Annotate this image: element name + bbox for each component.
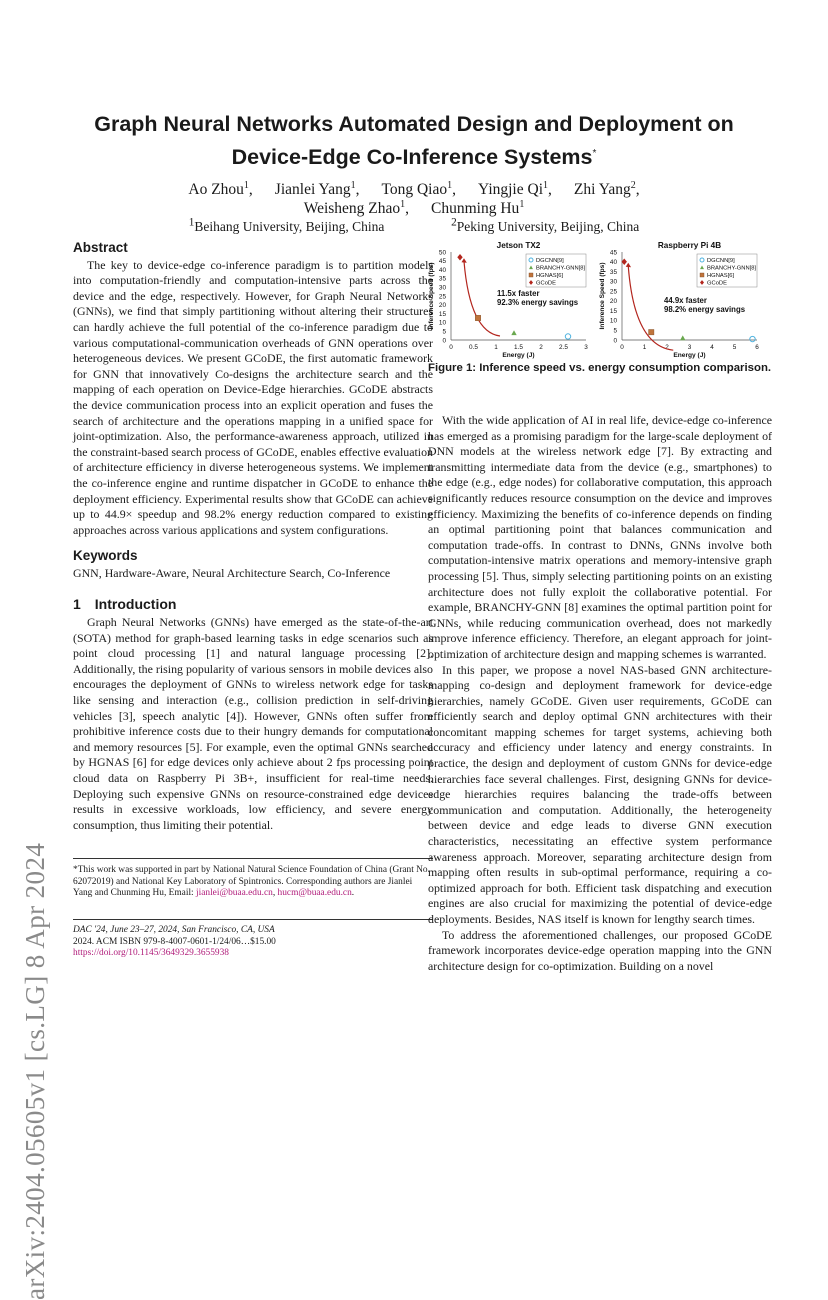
- y-axis-label: Inference Speed (fps): [599, 262, 606, 330]
- author-name: Weisheng Zhao$^1$,: [303, 199, 410, 218]
- data-point-branchygnn: [680, 335, 685, 340]
- affiliation-2: $^2$Peking University, Beijing, China: [451, 216, 640, 234]
- y-tick-label: 45: [438, 258, 446, 266]
- right-column: [428, 413, 772, 974]
- doi-link[interactable]: https://doi.org/10.1145/3649329.3655938: [73, 948, 229, 959]
- intro-paragraph-3: In this paper, we propose a novel NAS-based GNN architecture-mapping co-design and deployment framework for device-edge hierarchies, namely GCoDE. Given user requirements, GCoDE can efficiently search and deploy optimal GNN architectures with their concomitant mapping schemes for target systems, achieving both accuracy and efficiency under latency and energy constraints. In practice, the design and deployment of custom GNNs for device-edge hierarchies face several challenges. First, designing GNNs for device-edge hierarchies requires balancing the trade-offs between communication and computation. Additionally, the heterogeneity between device and edge leads to diverse GNN execution characteristics, necessitating an effective system performance awareness approach. Moreover, separating architecture design from mapping often results in sub-optimal performance, requiring a co-optimized approach for both. Efficient task dispatching and execution engines are also crucial for maximizing the potential of device-edge deployments. Besides, NAS itself is known for lengthy search times.: [428, 662, 772, 926]
- y-tick-label: 25: [609, 288, 617, 296]
- y-axis-label: Inference Speed (fps): [428, 262, 435, 330]
- legend-label: HGNAS[6]: [536, 273, 564, 280]
- y-tick-label: 35: [438, 275, 446, 283]
- arrow-head: [626, 263, 631, 268]
- data-point-gcode: [622, 259, 627, 265]
- y-tick-label: 50: [438, 249, 446, 257]
- data-point-gcode: [457, 254, 462, 260]
- email-link-hu[interactable]: hucm@buaa.edu.cn: [277, 888, 352, 899]
- data-point-hgnas: [475, 315, 480, 320]
- y-tick-label: 15: [609, 307, 617, 315]
- x-tick-label: 1: [494, 344, 498, 351]
- y-tick-label: 20: [438, 302, 446, 310]
- legend-label: GCoDE: [536, 280, 556, 287]
- data-point-hgnas: [649, 329, 654, 334]
- affiliations: [60, 214, 768, 235]
- author-name: Yingjie Qi$^1$,: [477, 180, 552, 199]
- y-tick-label: 45: [609, 249, 617, 257]
- abstract-heading: Abstract: [73, 240, 128, 255]
- y-tick-label: 0: [442, 337, 446, 345]
- x-tick-label: 1: [642, 344, 647, 351]
- chart-jetson-tx2: [428, 241, 588, 359]
- chart-title: Raspberry Pi 4B: [657, 241, 722, 250]
- speedup-annotation: 11.5x faster: [497, 289, 540, 298]
- x-tick-label: 3: [687, 344, 692, 351]
- affiliation-1: $^1$Beihang University, Beijing, China: [188, 216, 385, 234]
- author-name: Ao Zhou$^1$,: [188, 180, 253, 199]
- arxiv-identifier: arXiv:2404.05605v1 [cs.LG] 8 Apr 2024: [20, 842, 50, 1300]
- intro-paragraph-4: To address the aforementioned challenges, our proposed GCoDE framework incorporates device-edge operation mapping into the GNN architecture design for co-optimization. Building on a novel: [428, 927, 772, 973]
- keywords-heading: Keywords: [73, 548, 138, 564]
- intro-paragraph-1: Graph Neural Networks (GNNs) have emerged as the state-of-the-art (SOTA) method for graph-based learning tasks in edge scenarios such as point cloud processing [1] and natural language processing [2]. Additionally, the rising popularity of various sensors in mobile devices also encourages the deployment of GNNs to wireless network edge for tasks like sensing and interaction (e.g., collision prediction in self-driving vehicles [3], speech analytic [4]). However, GNNs often suffer from prohibitive inference costs due to their hungry demands for computational and memory resources [5]. For example, even the optimal GNNs searched by HGNAS [6] for edge devices only achieve about 2 fps processing point cloud data on Raspberry Pi 3B+, insufficient for real-time needs. Deploying such expensive GNNs on resource-constrained edge devices results in excessive workloads, low efficiency, and severe energy consumption, thus limiting their potential.: [73, 615, 433, 832]
- x-tick-label: 0: [449, 344, 453, 351]
- y-tick-label: 5: [442, 328, 446, 336]
- y-tick-label: 10: [609, 317, 617, 325]
- data-point-branchygnn: [511, 330, 516, 335]
- energy-annotation: 92.3% energy savings: [497, 298, 579, 307]
- funding-footnote: *This work was supported in part by National Natural Science Foundation of China (Grant No. 62072019) and National Key Laboratory of Spintronics. Corresponding authors are Jianlei Yang and Chunming Hu, Email: jianlei@buaa.edu.cn, hucm@buaa.edu.cn.: [73, 865, 430, 899]
- intro-heading: 1 Introduction: [73, 596, 177, 613]
- abstract-text: The key to device-edge co-inference paradigm is to partition models into computation-friendly and computation-intensive parts across the device and the edge, respectively. However, for Graph Neural Networks (GNNs), we find that simply partitioning without altering their structures can hardly achieve the full potential of the co-inference paradigm due to various computational-communication overheads of GNN operations over heterogeneous devices. We present GCoDE, the first automatic framework for GNN that innovatively Co-designs the architecture search and the mapping of each operation on Device-Edge hierarchies. GCoDE abstracts the device communication process into an explicit operation and fuses the search of architecture and the operations mapping in a unified space for joint-optimization. Also, the performance-awareness approach, utilized in the constraint-based search process of GCoDE, enables effective evaluation of architecture efficiency in diverse heterogeneous systems. We implement the co-inference engine and runtime dispatcher in GCoDE to enhance the deployment efficiency. Experimental results show that GCoDE can achieve up to 44.9× speedup and 98.2% energy reduction compared to existing approaches across various applications and system configurations.: [73, 257, 433, 537]
- y-tick-label: 25: [438, 293, 446, 301]
- y-tick-label: 15: [438, 310, 446, 318]
- legend-label: HGNAS[6]: [707, 273, 735, 280]
- legend-label: BRANCHY-GNN[8]: [707, 265, 757, 272]
- keywords-text: GNN, Hardware-Aware, Neural Architecture Search, Co-Inference: [73, 565, 391, 580]
- y-tick-label: 30: [438, 284, 446, 292]
- author-name: Zhi Yang$^2$,: [573, 180, 640, 199]
- legend-label: BRANCHY-GNN[8]: [536, 265, 586, 272]
- energy-annotation: 98.2% energy savings: [664, 305, 746, 314]
- legend-label: DGCNN[9]: [707, 258, 735, 265]
- y-tick-label: 40: [438, 266, 446, 274]
- x-tick-label: 6: [755, 344, 759, 351]
- x-tick-label: 0: [620, 344, 624, 351]
- x-tick-label: 2.5: [559, 344, 568, 351]
- legend-label: GCoDE: [707, 280, 727, 287]
- x-axis-label: Energy (J): [502, 352, 535, 359]
- speedup-arrow: [464, 261, 500, 336]
- author-name: Chunming Hu$^1$: [431, 199, 525, 218]
- venue: DAC '24, June 23–27, 2024, San Francisco, CA, USA: [73, 925, 275, 935]
- y-tick-label: 40: [609, 259, 617, 267]
- x-tick-label: 1.5: [514, 344, 523, 351]
- y-tick-label: 0: [613, 337, 617, 345]
- x-axis-label: Energy (J): [673, 352, 706, 359]
- legend-label: DGCNN[9]: [536, 258, 564, 265]
- intro-paragraph-2: With the wide application of AI in real life, device-edge co-inference has emerged as a promising paradigm for the large-scale deployment of DNN models at the wireless network edge [7]. By extracting and transmitting intermediate data from the device (e.g., smartphones) to the edge (e.g., edge nodes) for collaborative computation, this approach significantly reduces resource consumption on the device and improves efficiency. Maximizing the benefits of co-inference depends on finding an optimal partitioning point that balances communication and computation trade-offs. In contrast to DNNs, GNNs involve both computation-intensive matrix operations and memory-intensive graph processing [5]. Thus, simply selecting partitioning points on an existing architecture does not fully exploit the collaborative potential. For example, BRANCHY-GNN [8] examines the optimal partition point for GNNs, while reducing communication overhead, does not markedly improve inference efficiency. Therefore, an elegant approach for joint-optimization of architecture design and mapping schemes is warranted.: [428, 413, 772, 661]
- x-tick-label: 2: [539, 344, 543, 351]
- x-tick-label: 5: [732, 344, 737, 351]
- y-tick-label: 30: [609, 278, 617, 286]
- speedup-annotation: 44.9x faster: [664, 296, 707, 305]
- email-link-yang[interactable]: jianlei@buaa.edu.cn: [196, 888, 273, 899]
- author-name: Tong Qiao$^1$,: [381, 180, 456, 199]
- x-tick-label: 0.5: [469, 344, 478, 351]
- y-tick-label: 20: [609, 298, 617, 306]
- left-column: [73, 240, 433, 833]
- author-name: Jianlei Yang$^1$,: [274, 180, 360, 199]
- legend-marker: [700, 273, 704, 277]
- conference-info: [73, 925, 433, 960]
- data-point-dgcnn: [565, 334, 570, 339]
- chart-title: Jetson TX2: [496, 241, 541, 250]
- legend-marker: [529, 273, 533, 277]
- y-tick-label: 35: [609, 268, 617, 276]
- arrow-head: [462, 258, 467, 263]
- x-tick-label: 2: [665, 344, 669, 351]
- y-tick-label: 10: [438, 319, 446, 327]
- y-tick-label: 5: [613, 327, 617, 335]
- chart-raspberry-pi: [599, 241, 759, 359]
- figure-caption: Figure 1: Inference speed vs. energy consumption comparison.: [428, 362, 772, 374]
- x-tick-label: 3: [584, 344, 588, 351]
- paper-title: Graph Neural Networks Automated Design and Deployment on Device-Edge Co-Inference Systems*: [94, 112, 734, 170]
- x-tick-label: 4: [710, 344, 714, 351]
- conference-rule: [73, 919, 433, 920]
- figure-1-charts: [425, 238, 775, 362]
- footnote-rule: [73, 858, 433, 859]
- isbn: 2024. ACM ISBN 979-8-4007-0601-1/24/06…$15.00: [73, 936, 276, 947]
- data-point-dgcnn: [750, 336, 755, 341]
